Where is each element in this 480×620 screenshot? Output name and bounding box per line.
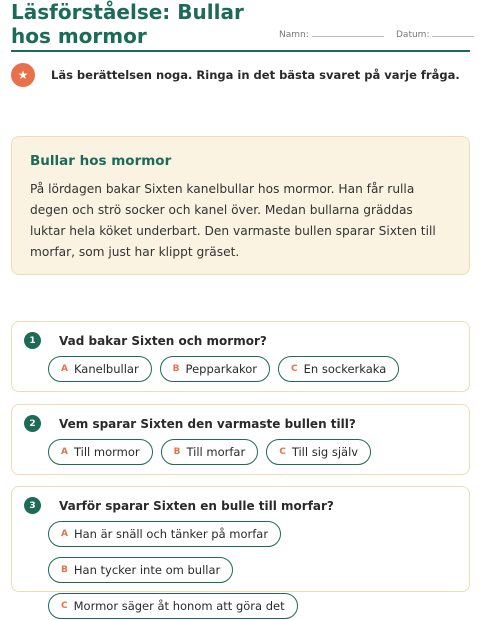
question-text: Varför sparar Sixten en bulle till morfar? <box>59 498 334 513</box>
option-letter: C <box>291 364 298 374</box>
option-letter: B <box>172 364 180 374</box>
story-box <box>11 136 470 275</box>
option-label: Han tycker inte om bullar <box>73 563 221 577</box>
answer-option-c[interactable] <box>266 439 371 465</box>
option-letter: A <box>61 364 68 374</box>
question-header <box>24 415 356 432</box>
question-card-1 <box>11 321 470 392</box>
question-text: Vem sparar Sixten den varmaste bullen till? <box>59 416 356 431</box>
answer-option-c[interactable] <box>48 593 298 619</box>
story-title: Bullar hos mormor <box>30 153 172 169</box>
answer-option-a[interactable] <box>48 521 281 547</box>
option-letter: C <box>279 447 286 457</box>
option-letter: A <box>61 447 68 457</box>
instruction-row <box>11 63 460 87</box>
option-letter: C <box>61 601 68 611</box>
question-card-2 <box>11 404 470 475</box>
date-field[interactable] <box>396 30 474 40</box>
answer-option-b[interactable] <box>48 557 233 583</box>
option-label: En sockerkaka <box>303 362 387 376</box>
story-body: På lördagen bakar Sixten kanelbullar hos mormor. Han får rulla degen och strö socker och kanel över. Medan bullarna gräddas luktar hela köket underbart. Den varmaste bullen sparar Sixten till morfar, som just har klippt gräset. <box>30 182 436 259</box>
name-field[interactable] <box>279 30 384 40</box>
star-icon: ★ <box>11 63 35 87</box>
option-label: Till morfar <box>186 445 246 459</box>
answer-options <box>48 521 458 619</box>
question-header <box>24 497 334 514</box>
answer-options <box>48 439 458 465</box>
option-label: Till sig själv <box>291 445 359 459</box>
option-letter: A <box>61 529 68 539</box>
worksheet-title: Läsförståelse: Bullar hos mormor <box>11 0 244 48</box>
option-label: Till mormor <box>73 445 140 459</box>
option-label: Kanelbullar <box>73 362 139 376</box>
question-number-badge: 1 <box>24 332 41 349</box>
question-number-badge: 2 <box>24 415 41 432</box>
option-letter: B <box>173 447 181 457</box>
answer-option-b[interactable] <box>160 356 270 382</box>
option-label: Mormor säger åt honom att göra det <box>73 599 285 613</box>
option-label: Pepparkakor <box>185 362 258 376</box>
answer-option-b[interactable] <box>161 439 259 465</box>
option-letter: B <box>61 565 68 575</box>
instruction-text: Läs berättelsen noga. Ringa in det bästa svaret på varje fråga. <box>51 68 460 82</box>
name-line <box>312 31 384 37</box>
question-card-3 <box>11 486 470 613</box>
option-label: Han är snäll och tänker på morfar <box>73 527 269 541</box>
answer-option-a[interactable] <box>48 356 152 382</box>
question-text: Vad bakar Sixten och mormor? <box>59 333 267 348</box>
question-number-badge: 3 <box>24 497 41 514</box>
header-divider <box>11 50 470 52</box>
answer-option-a[interactable] <box>48 439 153 465</box>
date-label: Datum: <box>396 30 430 40</box>
name-label: Namn: <box>279 30 309 40</box>
answer-options <box>48 356 458 382</box>
date-line <box>432 31 474 37</box>
answer-option-c[interactable] <box>278 356 399 382</box>
question-header <box>24 332 267 349</box>
